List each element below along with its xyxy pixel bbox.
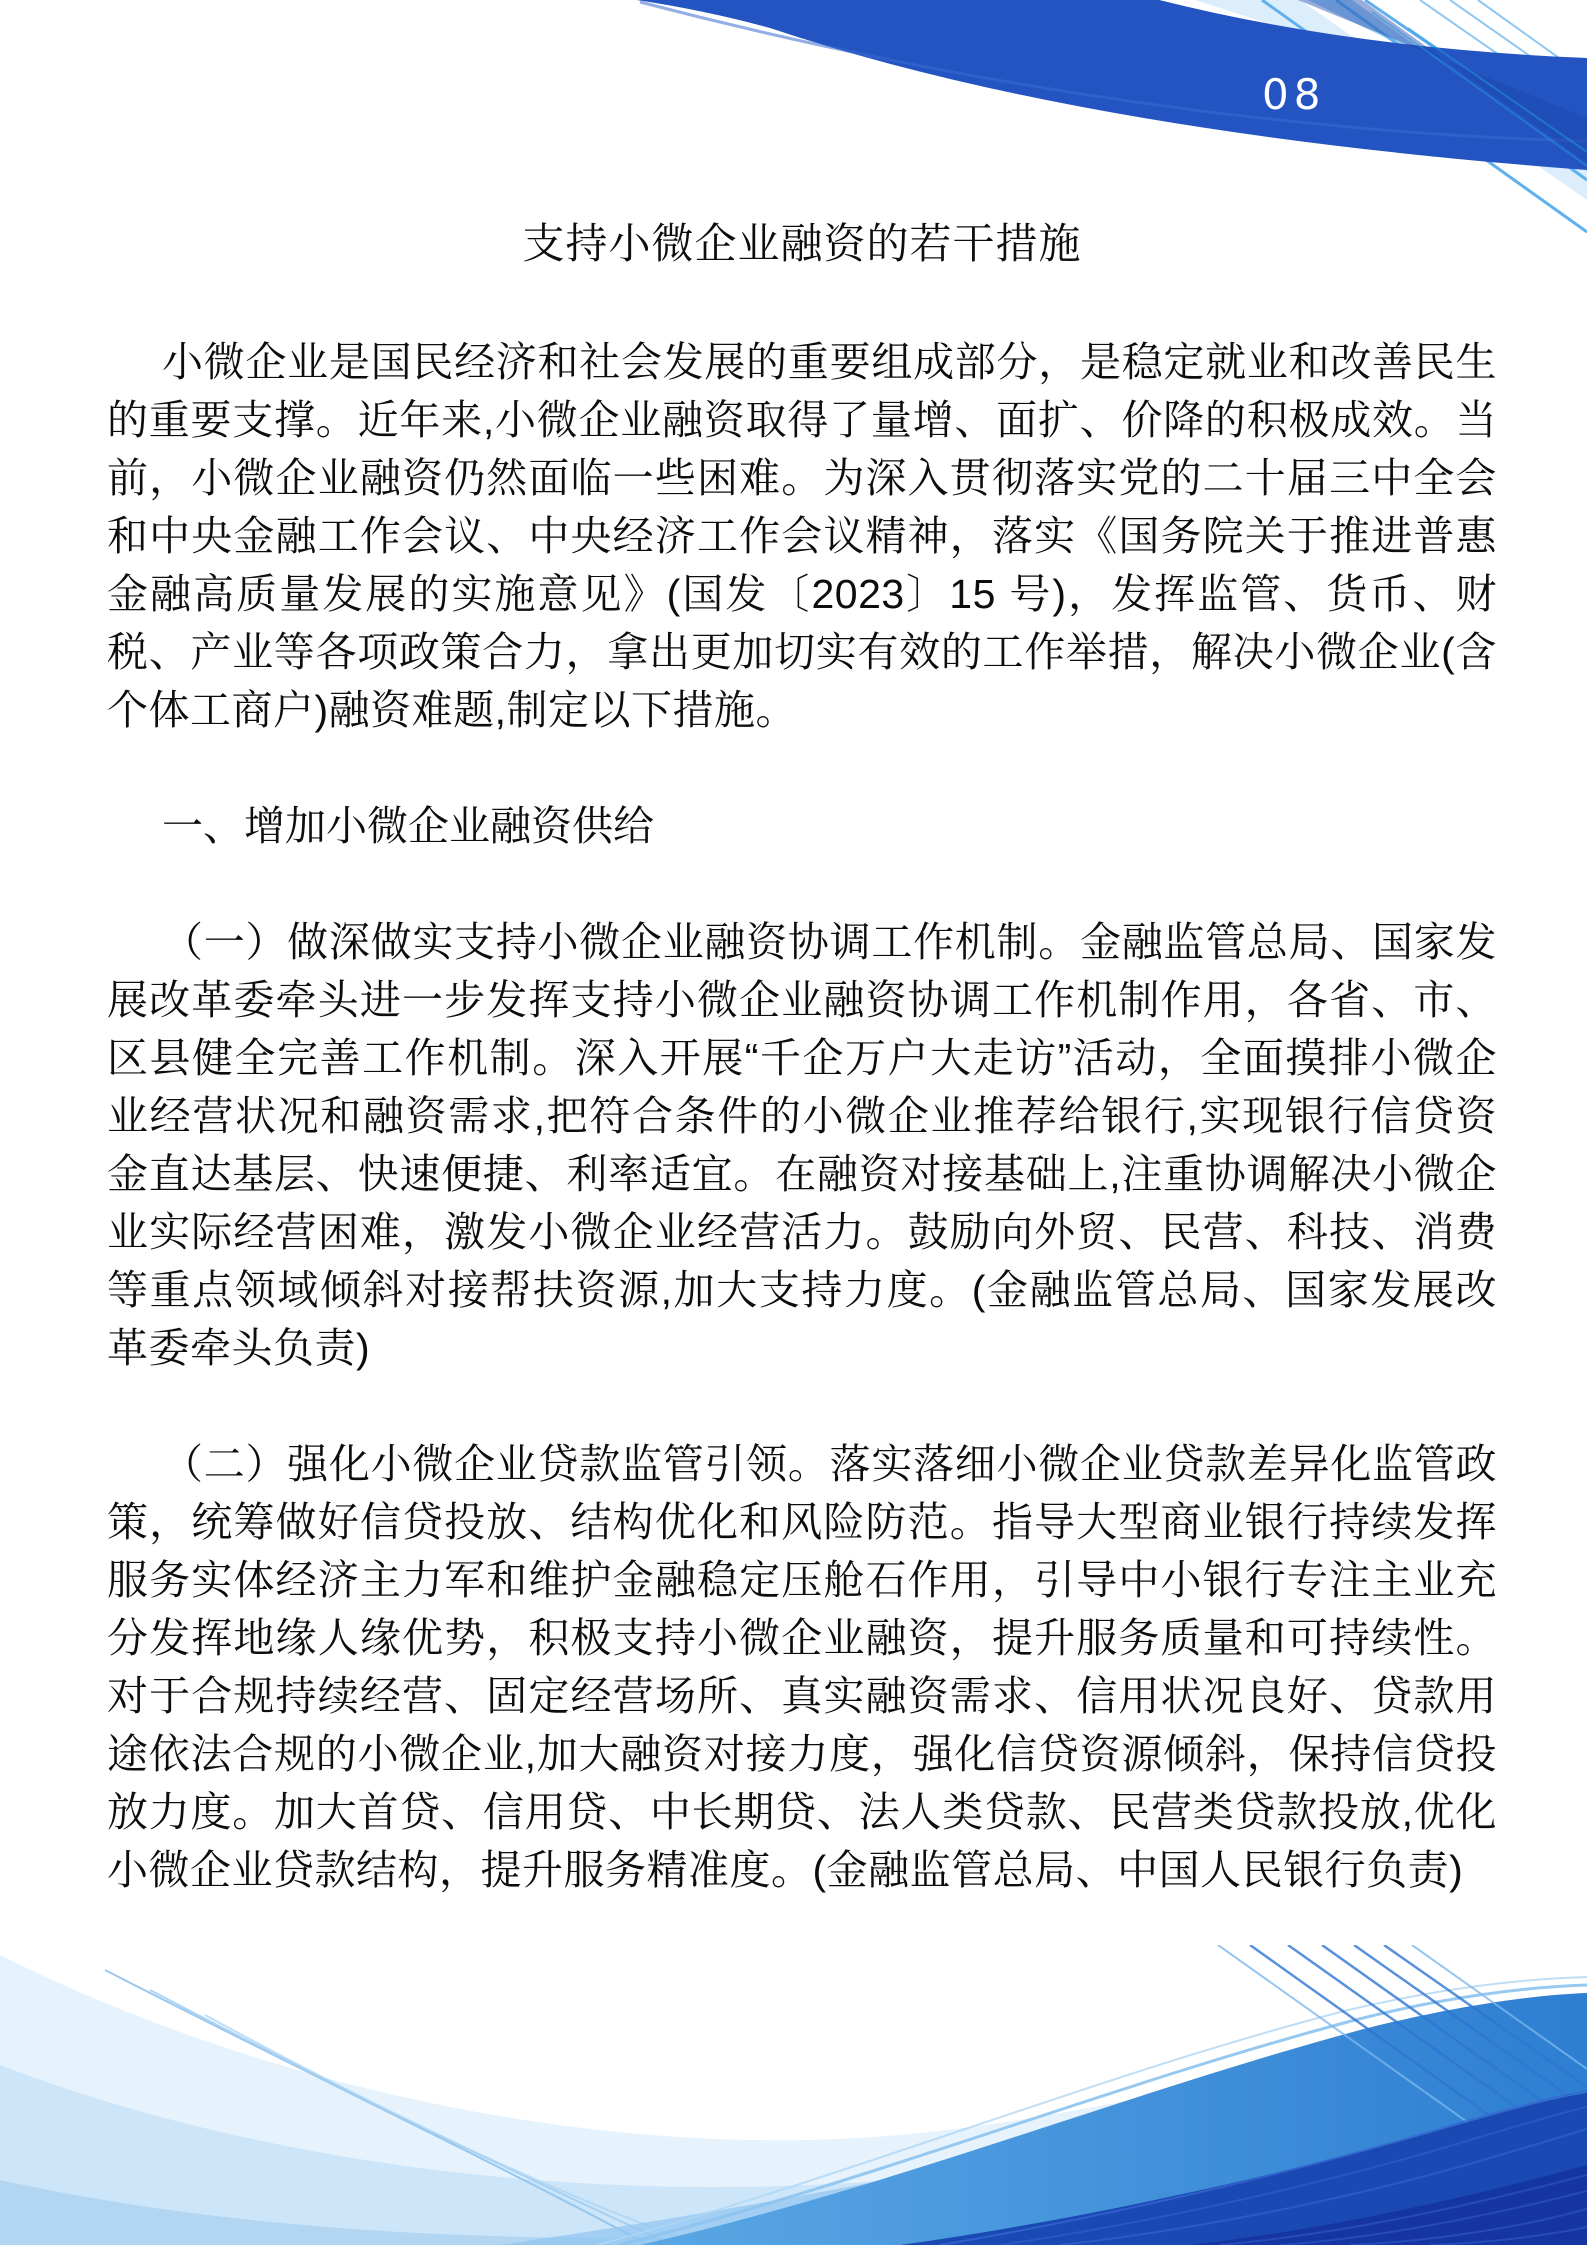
measure-item-2: （二）强化小微企业贷款监管引领。落实落细小微企业贷款差异化监管政策，统筹做好信贷投放、结构优化和风险防范。指导大型商业银行持续发挥服务实体经济主力军和维护金融稳定压舱石作用，引导中小银行专注主业充分发挥地缘人缘优势，积极支持小微企业融资，提升服务质量和可持续性。对于合规持续经营、固定经营场所、真实融资需求、信用状况良好、贷款用途依法合规的小微企业,加大融资对接力度，强化信贷资源倾斜，保持信贷投放力度。加大首贷、信用贷、中长期贷、法人类贷款、民营类贷款投放,优化小微企业贷款结构，提升服务精准度。(金融监管总局、中国人民银行负责) bbox=[107, 1441, 1497, 1893]
measure-item-1: （一）做深做实支持小微企业融资协调工作机制。金融监管总局、国家发展改革委牵头进一步发挥支持小微企业融资协调工作机制作用，各省、市、区县健全完善工作机制。深入开展“千企万户大走访”活动，全面摸排小微企业经营状况和融资需求,把符合条件的小微企业推荐给银行,实现银行信贷资金直达基层、快速便捷、利率适宜。在融资对接基础上,注重协调解决小微企业实际经营困难，激发小微企业经营活力。鼓励向外贸、民营、科技、消费等重点领域倾斜对接帮扶资源,加大支持力度。(金融监管总局、国家发展改革委牵头负责) bbox=[107, 919, 1497, 1371]
section-1-heading: 一、增加小微企业融资供给 bbox=[162, 803, 654, 849]
bottom-wave-decoration bbox=[0, 1945, 1587, 2245]
document-title: 支持小微企业融资的若干措施 bbox=[522, 220, 1082, 267]
page-number: 08 bbox=[1262, 70, 1326, 119]
intro-paragraph: 小微企业是国民经济和社会发展的重要组成部分，是稳定就业和改善民生的重要支撑。近年来,小微企业融资取得了量增、面扩、价降的积极成效。当前，小微企业融资仍然面临一些困难。为深入贯彻落实党的二十届三中全会和中央金融工作会议、中央经济工作会议精神，落实《国务院关于推进普惠金融高质量发展的实施意见》(国发〔2023〕15 号)，发挥监管、货币、财税、产业等各项政策合力，拿出更加切实有效的工作举措，解决小微企业(含个体工商户)融资难题,制定以下措施。 bbox=[107, 339, 1497, 733]
document-body bbox=[107, 215, 1497, 1899]
